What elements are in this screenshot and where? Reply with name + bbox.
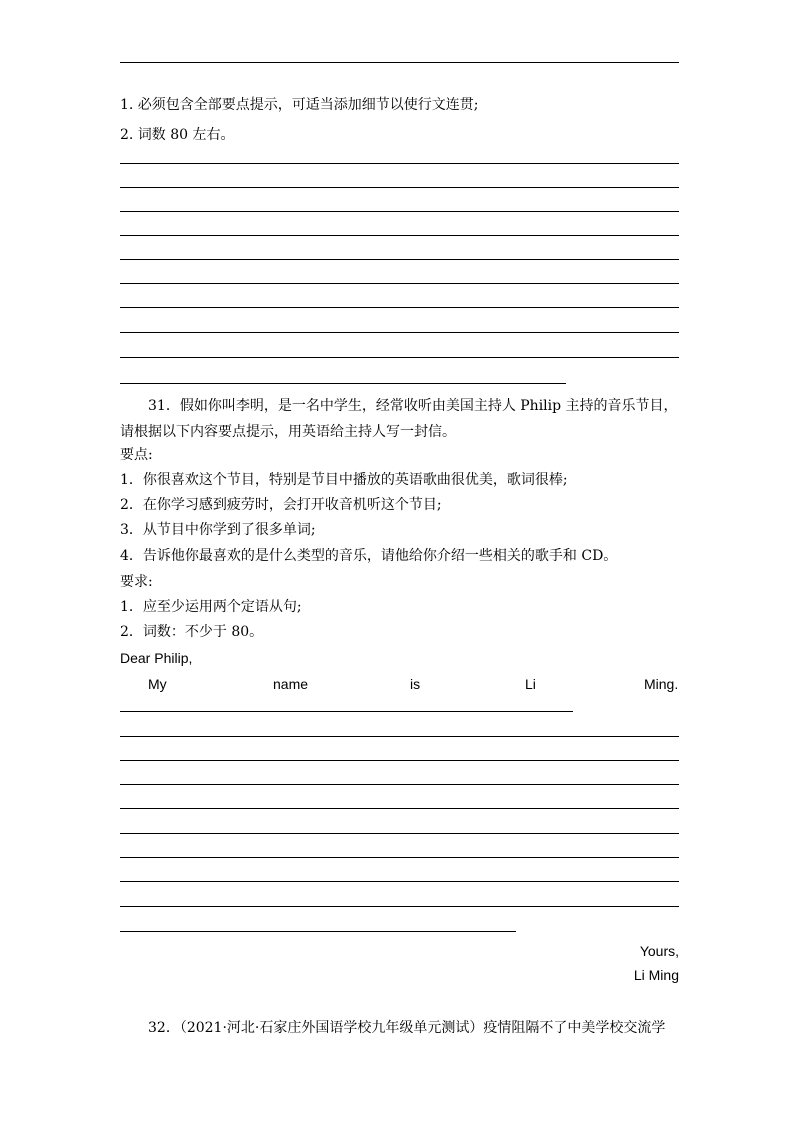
writing-line[interactable] [120, 833, 679, 834]
writing-line[interactable] [120, 711, 573, 712]
requirement-1: 1. 必须包含全部要点提示，可适当添加细节以使行文连贯; [120, 97, 479, 113]
letter-opening-word: Li [525, 676, 536, 692]
q31-point-1: 1．你很喜欢这个节目，特别是节目中播放的英语歌曲很优美，歌词很棒; [120, 472, 568, 488]
q32-prompt-line1: 32．（2021·河北·石家庄外国语学校九年级单元测试）疫情阻隔不了中美学校交流学 [148, 1020, 666, 1036]
writing-line[interactable] [120, 931, 516, 932]
writing-line[interactable] [120, 808, 679, 809]
writing-line[interactable] [120, 383, 566, 384]
q31-point-2: 2．在你学习感到疲劳时，会打开收音机听这个节目; [120, 497, 442, 513]
writing-line[interactable] [120, 163, 679, 164]
writing-line[interactable] [120, 259, 679, 260]
writing-line[interactable] [120, 283, 679, 284]
writing-line[interactable] [120, 211, 679, 212]
letter-opening-word: name [273, 676, 309, 692]
q31-prompt-line2: 请根据以下内容要点提示，用英语给主持人写一封信。 [120, 424, 456, 440]
letter-closing: Yours, [639, 943, 679, 959]
q31-point-4: 4．告诉他你最喜欢的是什么类型的音乐，请他给你介绍一些相关的歌手和 CD。 [120, 548, 618, 564]
writing-line[interactable] [120, 906, 679, 907]
letter-opening-word: is [410, 676, 421, 692]
writing-line[interactable] [120, 235, 679, 236]
q31-point-3: 3．从节目中你学到了很多单词; [120, 522, 316, 538]
writing-line[interactable] [120, 332, 679, 333]
q31-points-label: 要点: [120, 447, 153, 463]
letter-opening-word: My [148, 676, 167, 692]
header-rule [120, 62, 679, 63]
writing-line[interactable] [120, 357, 679, 358]
writing-line[interactable] [120, 857, 679, 858]
writing-line[interactable] [120, 307, 679, 308]
q31-requirement-2: 2．词数：不少于 80。 [120, 624, 264, 640]
writing-line[interactable] [120, 187, 679, 188]
q31-requirement-1: 1．应至少运用两个定语从句; [120, 599, 302, 615]
q31-prompt-line1: 31．假如你叫李明，是一名中学生，经常收听由美国主持人 Philip 主持的音乐节目， [148, 398, 678, 414]
writing-line[interactable] [120, 736, 679, 737]
writing-line[interactable] [120, 784, 679, 785]
requirement-2: 2. 词数 80 左右。 [120, 127, 235, 143]
q31-requirements-label: 要求: [120, 574, 153, 590]
letter-signature: Li Ming [633, 967, 679, 983]
writing-line[interactable] [120, 760, 679, 761]
letter-opening-word: Ming. [644, 676, 679, 692]
letter-greeting: Dear Philip, [120, 650, 193, 666]
writing-line[interactable] [120, 881, 679, 882]
